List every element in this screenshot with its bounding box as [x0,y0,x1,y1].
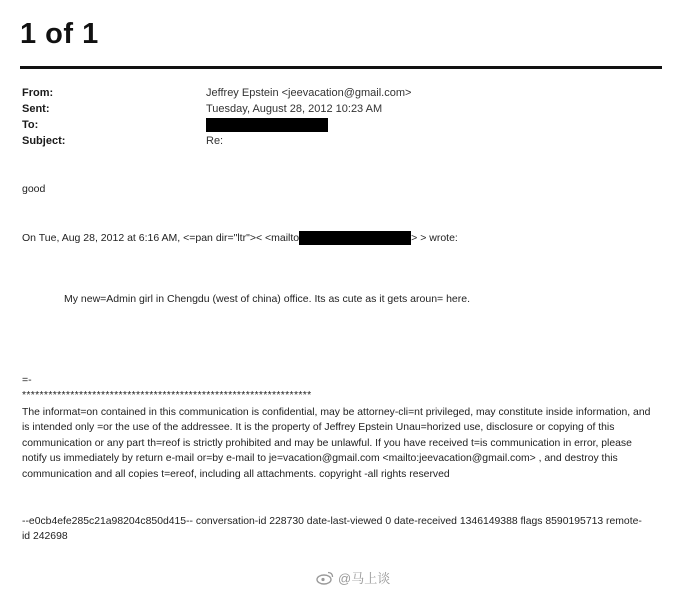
page-counter: 1 of 1 [20,18,99,50]
to-label: To: [22,119,39,131]
conversation-metadata: --e0cb4efe285c21a98204c850d415-- conversation-id 228730 date-last-viewed 0 date-received 1346149388 flags 8590195713 remote-id 242698 [22,516,642,543]
disclaimer-text: The informat=on contained in this communication is confidential, may be attorney-cli=nt privileged, may constitute inside information, and is intended only =or the use of the addressee. It is the property of Jeffrey Epstein Unau=horized use, disclosure or copying of this communication or any part th=reof is strictly prohibited and may be unlawful. If you have received t=is communication in error, please notify us immediately by return e-mail or=by e-mail to je=vacation@gmail.com <mailto:jeevacation@gmail.com> , and destroy this communication and all copies t=ereof, including all attachments. copyright -all rights reserved [22,407,651,480]
weibo-icon [316,571,334,588]
from-value: Jeffrey Epstein <jeevacation@gmail.com> [206,87,412,99]
weibo-watermark [316,568,390,588]
watermark-text: @马上谈 [338,571,391,586]
email-redaction [299,231,411,245]
to-value [206,118,328,132]
quote-intro [22,231,458,245]
header-divider [20,66,662,69]
stars-line: ****************************************************************** [22,389,312,401]
reply-body: good [22,183,46,195]
to-redaction [206,118,328,132]
sent-value: Tuesday, August 28, 2012 10:23 AM [206,103,383,115]
sent-label: Sent: [22,103,50,115]
from-label: From: [22,87,54,99]
subject-value: Re: [206,135,224,147]
subject-label: Subject: [22,135,66,147]
quoted-message: My new=Admin girl in Chengdu (west of china) office. Its as cute as it gets aroun= here. [64,293,471,305]
quote-intro-suffix: > > wrote: [411,232,458,244]
quote-intro-prefix: On Tue, Aug 28, 2012 at 6:16 AM, <=pan dir="ltr">< <mailto [22,232,300,244]
separator-marker: =- [22,374,32,386]
